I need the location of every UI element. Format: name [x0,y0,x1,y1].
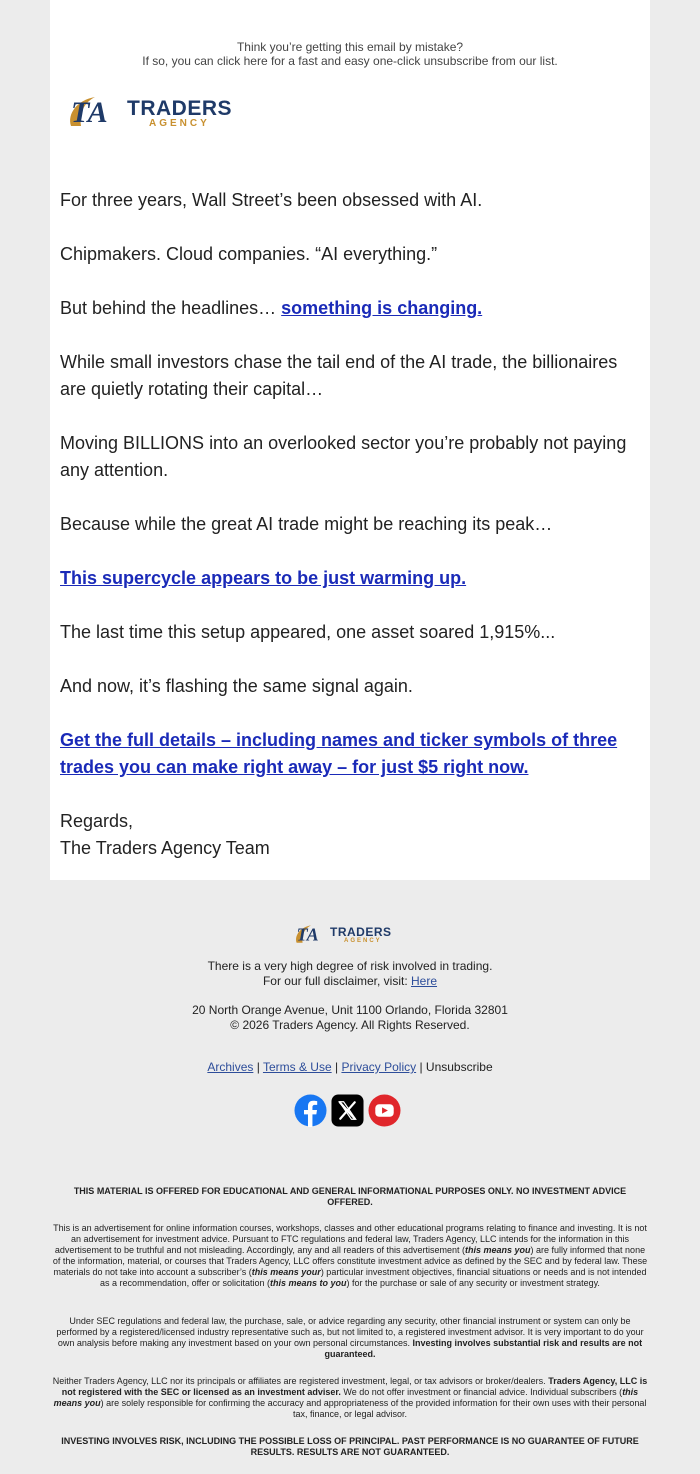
body-paragraph [60,727,640,781]
something-changing-link[interactable]: something is changing. [281,298,483,318]
email-body [60,187,640,862]
legal-paragraph-1 [52,1223,648,1289]
unsubscribe-link[interactable]: If so, you can click here for a fast and easy one-click unsubscribe from our list. [142,54,558,68]
logo-name-top: TRADERS [127,96,233,120]
company-address: 20 North Orange Avenue, Unit 1100 Orlando, Florida 32801 [192,1003,508,1017]
legal-emphasis: this means your [251,1267,321,1277]
legal-emphasis: this means you [53,1387,639,1408]
link-separator: | [331,1060,342,1074]
body-paragraph: While small investors chase the tail end of the AI trade, the billionaires are quietly rotating their capital… [60,352,618,399]
body-paragraph: Moving BILLIONS into an overlooked sector you’re probably not paying any attention. [60,433,627,480]
link-separator: | [416,1060,426,1074]
body-paragraph: The last time this setup appeared, one asset soared 1,915%... [60,622,556,642]
logo-mark-text: TA [71,96,108,129]
body-paragraph: And now, it’s flashing the same signal again. [60,676,413,696]
body-paragraph [60,295,640,322]
body-paragraph: For three years, Wall Street’s been obsessed with AI. [60,190,483,210]
footer-logo[interactable] [293,922,392,948]
legal-text: Under SEC regulations and federal law, the purchase, sale, or advice regarding any security, other financial instrument or system can only be performed by a registered/licensed industry representative such as, but not limited to, a registered investment advisor. It is very important to do your own analysis before making any investment based on your own personal circumstances. [56,1316,644,1348]
legal-text: ) are fully informed that none of the information, material, or courses that Traders Agency, LLC offers constitute investment advice as defined by the SEC and by federal law. These materials do not take into account a subscriber’s ( [52,1245,648,1277]
legal-heading: THIS MATERIAL IS OFFERED FOR EDUCATIONAL AND GENERAL INFORMATIONAL PURPOSES ONLY. NO INVESTMENT ADVICE OFFERED. [73,1186,627,1207]
logo-mark-text: TA [296,924,319,945]
x-icon[interactable] [331,1094,364,1127]
legal-emphasis: this means you [464,1245,531,1255]
youtube-icon[interactable] [368,1094,401,1127]
body-paragraph: Because while the great AI trade might be reaching its peak… [60,514,553,534]
legal-text: This is an advertisement for online information courses, workshops, classes and other educational programs relating to finance and investing. It is not an advertisement for investment advice. Pursuant to FTC regulations and federal law, Traders Agency, LLC intends for the information in this advertisement to be truthful and not misleading. Accordingly, any and all readers of this advertisement ( [53,1223,647,1255]
legal-paragraph-2 [52,1316,648,1360]
signoff-team: The Traders Agency Team [60,838,270,858]
legal-emphasis: Traders Agency, LLC is not registered with the SEC or licensed as an investment adviser. [61,1376,648,1397]
archives-link[interactable]: Archives [207,1060,254,1074]
legal-text: ) for the purchase or sale of any security or investment strategy. [346,1278,600,1288]
body-paragraph [60,565,640,592]
body-text: But behind the headlines… [60,298,282,318]
footer-links [0,1060,700,1075]
logo-name-bottom: AGENCY [149,117,210,129]
risk-warning: There is a very high degree of risk involved in trading. [207,959,493,973]
legal-emphasis: this means to you [269,1278,347,1288]
ta-logo-mark-icon [293,922,329,948]
legal-paragraph-3 [52,1376,648,1420]
facebook-icon[interactable] [294,1094,327,1127]
copyright: © 2026 Traders Agency. All Rights Reserved. [230,1018,470,1032]
legal-emphasis: Investing involves substantial risk and results are not guaranteed. [324,1338,643,1359]
disclaimer-prefix: For our full disclaimer, visit: [262,974,412,988]
legal-text: ) are solely responsible for confirming the accuracy and appropriateness of the provided information for their own uses with their personal tax, finance, or legal advisor. [100,1398,647,1419]
legal-text: We do not offer investment or financial advice. Individual subscribers ( [340,1387,623,1397]
unsubscribe-footer-link[interactable]: Unsubscribe [425,1060,493,1074]
disclaimer-here-link[interactable]: Here [411,974,438,988]
legal-text: Neither Traders Agency, LLC nor its principals or affiliates are registered investment, legal, or tax advisors or broker/dealers. [52,1376,549,1386]
legal-closing: INVESTING INVOLVES RISK, INCLUDING THE POSSIBLE LOSS OF PRINCIPAL. PAST PERFORMANCE IS NO GUARANTEE OF FUTURE RESULTS. RESULTS ARE NOT GUARANTEED. [61,1436,639,1457]
logo-name-bottom: AGENCY [344,938,382,944]
traders-agency-logo[interactable] [65,92,232,134]
logo-name-top: TRADERS [330,925,392,939]
social-links [294,1094,401,1127]
privacy-policy-link[interactable]: Privacy Policy [341,1060,417,1074]
legal-text: ) particular investment objectives, financial situations or needs and is not intended as a recommendation, offer or solicitation ( [100,1267,647,1288]
signoff-regards: Regards, [60,811,134,831]
terms-link[interactable]: Terms & Use [262,1060,332,1074]
preheader [50,40,650,68]
footer-info [0,959,700,1033]
full-details-cta-link[interactable]: Get the full details – including names and ticker symbols of three trades you can make right away – for just $5 right now. [60,730,618,777]
body-paragraph: Chipmakers. Cloud companies. “AI everything.” [60,244,438,264]
supercycle-link[interactable]: This supercycle appears to be just warming up. [60,568,467,588]
preheader-mistake-text: Think you’re getting this email by mistake? [236,40,464,54]
link-separator: | [253,1060,263,1074]
disclaimer-line [0,974,700,989]
ta-logo-mark-icon [65,92,125,134]
